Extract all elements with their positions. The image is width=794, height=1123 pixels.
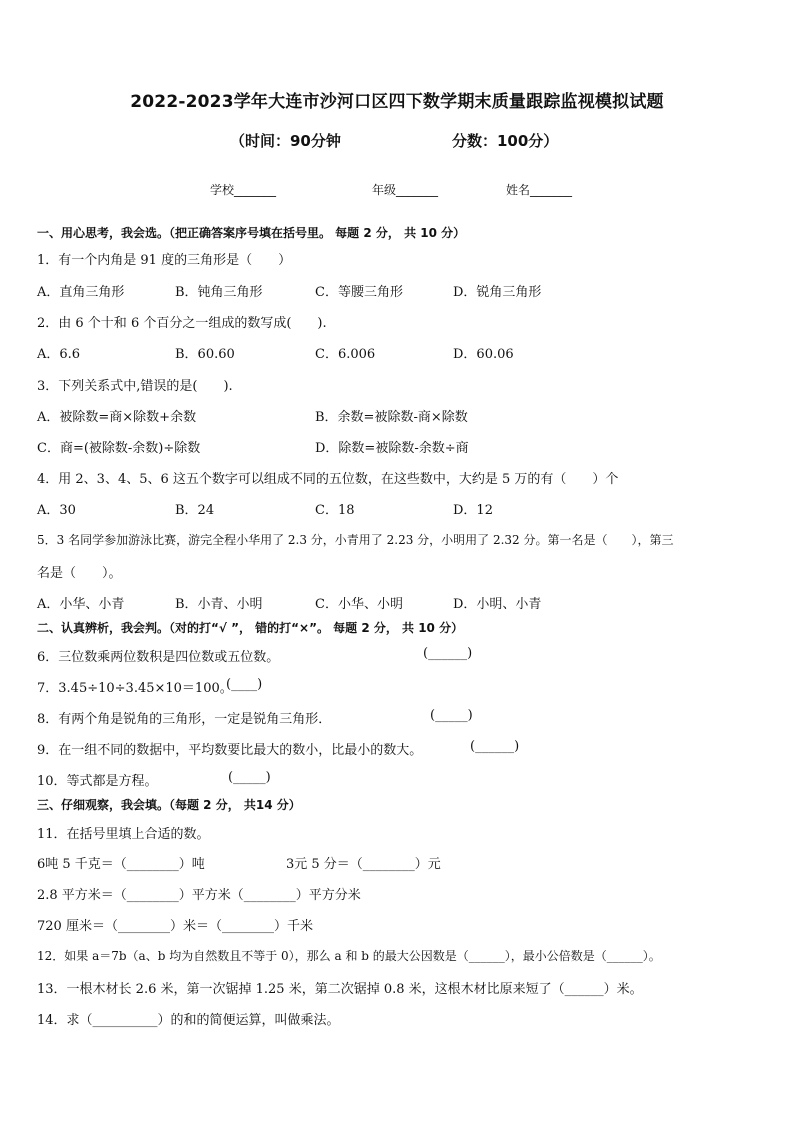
grade-field[interactable]: 年级_______ [372, 183, 439, 197]
question-10: 10．等式都是方程。 [37, 774, 158, 789]
q3-option-a: A．被除数=商×除数+余数 [37, 410, 197, 425]
q1-option-b: B．钝角三角形 [175, 285, 263, 300]
score-label: 分数：100分） [452, 132, 559, 150]
q11-item-a[interactable]: 6吨 5 千克＝（________）吨 [37, 857, 205, 872]
question-5-cont: 名是（ ）。 [37, 566, 122, 581]
q9-answer-blank[interactable]: (______) [470, 739, 520, 754]
q5-option-d: D．小明、小青 [453, 597, 542, 612]
q4-option-a: A．30 [37, 503, 76, 518]
q3-option-c: C．商=(被除数-余数)÷除数 [37, 441, 201, 456]
question-12[interactable]: 12．如果 a＝7b（a、b 均为自然数且不等于 0），那么 a 和 b 的最大公因数是（______），最小公倍数是（______）。 [37, 949, 661, 963]
section-2-heading: 二、认真辨析，我会判。（对的打“√ ”， 错的打“×”。 每题 2 分， 共 10 分） [37, 621, 464, 635]
question-2: 2．由 6 个十和 6 个百分之一组成的数写成( ). [37, 316, 327, 331]
q4-option-c: C．18 [315, 503, 355, 518]
q6-answer-blank[interactable]: (______) [423, 646, 473, 661]
q2-option-a: A．6.6 [37, 347, 81, 362]
question-8: 8．有两个角是锐角的三角形，一定是锐角三角形． [37, 712, 332, 727]
time-label: （时间：90分钟 [230, 132, 341, 150]
q3-option-d: D．除数=被除数-余数÷商 [315, 441, 469, 456]
q4-option-d: D．12 [453, 503, 493, 518]
question-11: 11．在括号里填上合适的数。 [37, 827, 210, 842]
question-5: 5．3 名同学参加游泳比赛，游完全程小华用了 2.3 分，小青用了 2.23 分，小明用了 2.32 分。第一名是（ ），第三 [37, 533, 674, 547]
question-1: 1．有一个内角是 91 度的三角形是（ ） [37, 253, 292, 268]
q2-option-d: D．60.06 [453, 347, 514, 362]
question-13[interactable]: 13．一根木材长 2.6 米，第一次锯掉 1.25 米，第二次锯掉 0.8 米，这根木材比原来短了（______）米。 [37, 982, 643, 997]
question-9: 9．在一组不同的数据中，平均数要比最大的数小，比最小的数大。 [37, 743, 423, 758]
q5-option-a: A．小华、小青 [37, 597, 125, 612]
q11-item-b[interactable]: 3元 5 分＝（________）元 [286, 857, 441, 872]
q8-answer-blank[interactable]: (_____) [430, 708, 473, 723]
q11-item-c[interactable]: 2.8 平方米＝（________）平方米（________）平方分米 [37, 888, 361, 903]
q10-answer-blank[interactable]: (_____) [228, 770, 271, 785]
question-6: 6．三位数乘两位数积是四位数或五位数。 [37, 650, 280, 665]
page-title: 2022-2023学年大连市沙河口区四下数学期末质量跟踪监视模拟试题 [130, 92, 664, 112]
question-3: 3．下列关系式中,错误的是( ). [37, 379, 233, 394]
q5-option-b: B．小青、小明 [175, 597, 263, 612]
question-7: 7．3.45÷10÷3.45×10＝100。 [37, 681, 233, 696]
q2-option-b: B．60.60 [175, 347, 235, 362]
q1-option-d: D．锐角三角形 [453, 285, 542, 300]
section-1-heading: 一、用心思考，我会选。（把正确答案序号填在括号里。 每题 2 分， 共 10 分） [37, 226, 466, 240]
q11-item-d[interactable]: 720 厘米＝（________）米＝（________）千米 [37, 919, 313, 934]
section-3-heading: 三、仔细观察，我会填。（每题 2 分， 共14 分） [37, 798, 301, 812]
q4-option-b: B．24 [175, 503, 215, 518]
q5-option-c: C．小华、小明 [315, 597, 403, 612]
q3-option-b: B．余数=被除数-商×除数 [315, 410, 468, 425]
q1-option-a: A．直角三角形 [37, 285, 125, 300]
q2-option-c: C．6.006 [315, 347, 376, 362]
q1-option-c: C．等腰三角形 [315, 285, 403, 300]
question-14[interactable]: 14．求（__________）的和的简便运算，叫做乘法。 [37, 1013, 340, 1028]
school-field[interactable]: 学校_______ [210, 183, 277, 197]
name-field[interactable]: 姓名_______ [506, 183, 573, 197]
question-4: 4．用 2、3、4、5、6 这五个数字可以组成不同的五位数，在这些数中，大约是 5 万的有（ ）个 [37, 472, 619, 487]
q7-answer-blank[interactable]: (____) [226, 677, 263, 692]
